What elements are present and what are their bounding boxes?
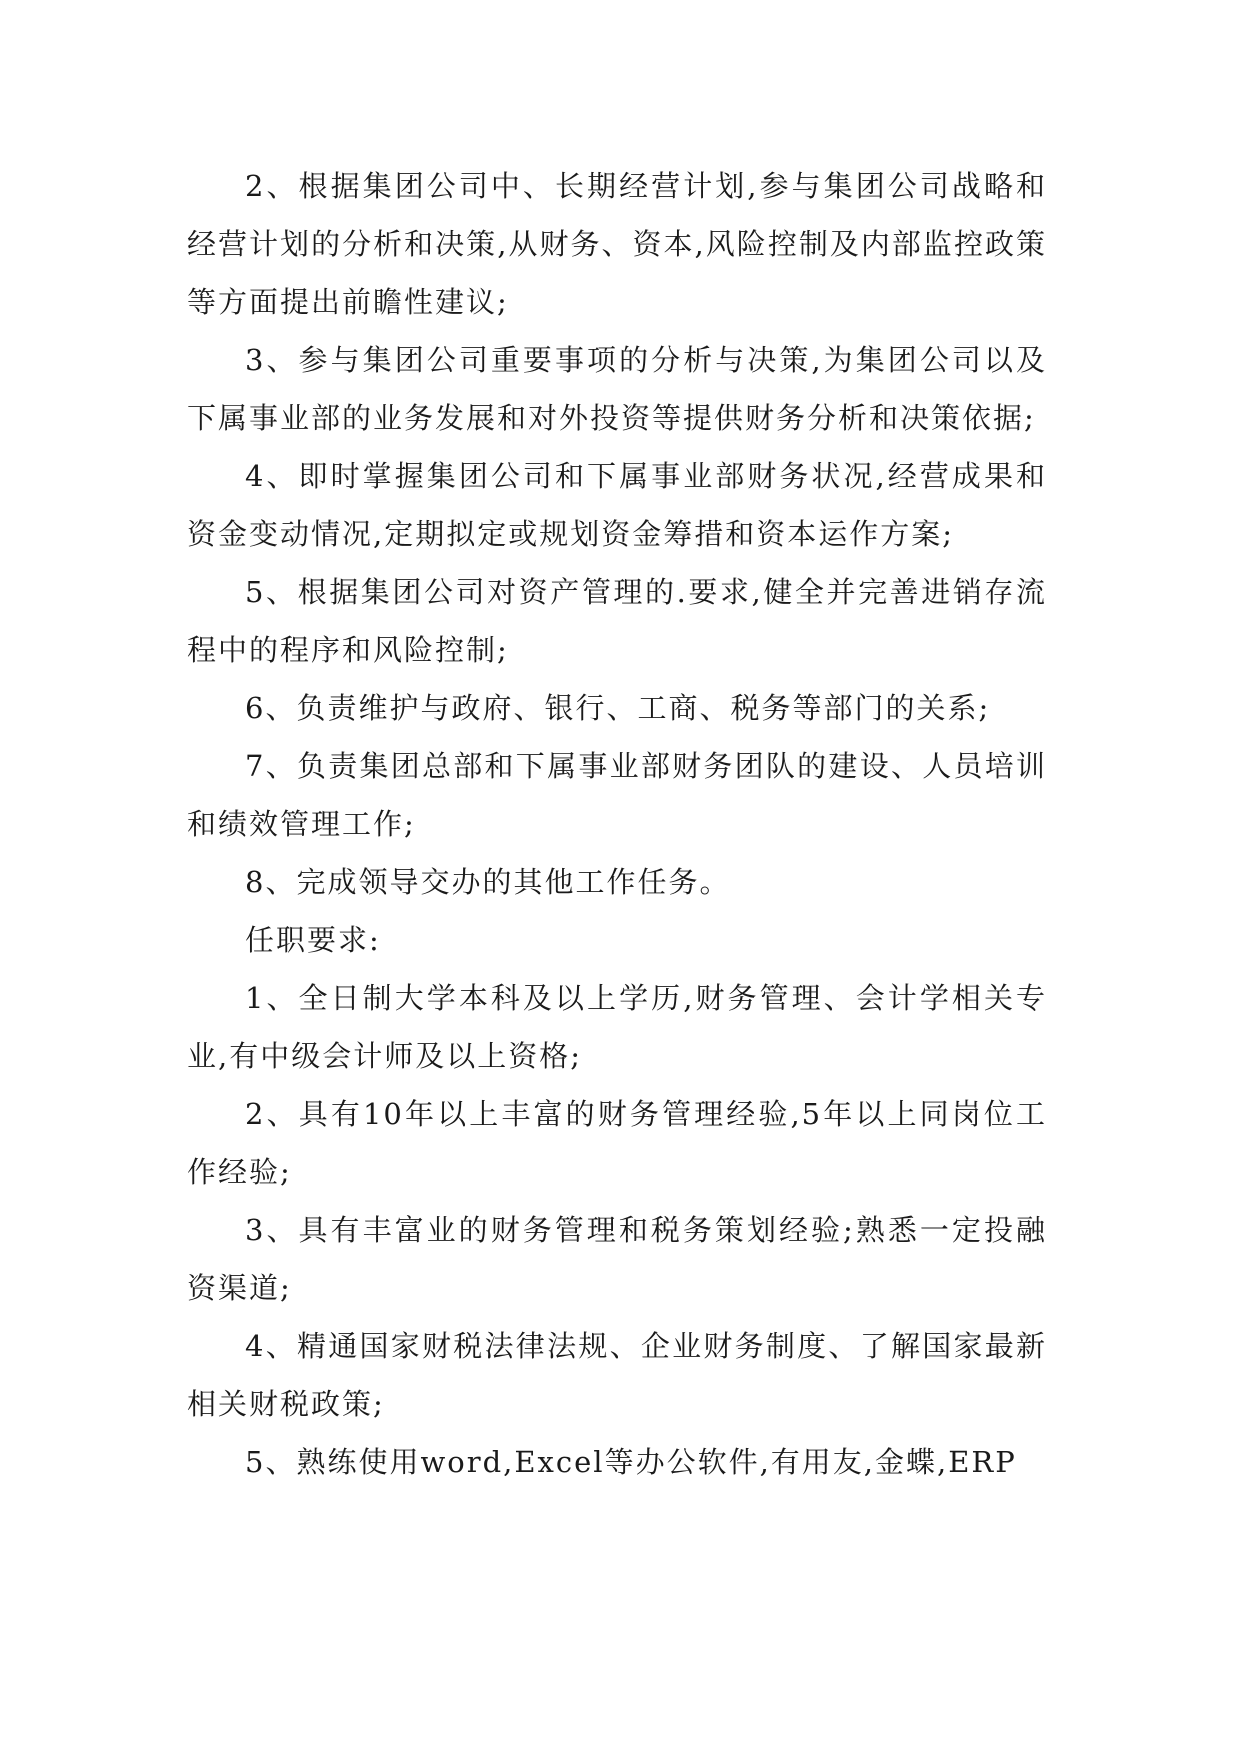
paragraph-duty-7: 7、负责集团总部和下属事业部财务团队的建设、人员培训和绩效管理工作; (187, 749, 1047, 841)
paragraph-duty-5: 5、根据集团公司对资产管理的.要求,健全并完善进销存流程中的程序和风险控制; (187, 575, 1047, 667)
paragraph-duty-2: 2、根据集团公司中、长期经营计划,参与集团公司战略和经营计划的分析和决策,从财务、资本,风险控制及内部监控政策等方面提出前瞻性建议; (187, 169, 1047, 319)
paragraph-duty-8: 8、完成领导交办的其他工作任务。 (245, 865, 731, 899)
paragraph-duty-3: 3、参与集团公司重要事项的分析与决策,为集团公司以及下属事业部的业务发展和对外投资等提供财务分析和决策依据; (187, 343, 1047, 435)
paragraph-duty-6: 6、负责维护与政府、银行、工商、税务等部门的关系; (245, 691, 991, 725)
paragraph-requirement-3: 3、具有丰富业的财务管理和税务策划经验;熟悉一定投融资渠道; (187, 1213, 1047, 1305)
section-heading-requirements: 任职要求: (245, 923, 381, 957)
paragraph-requirement-1: 1、全日制大学本科及以上学历,财务管理、会计学相关专业,有中级会计师及以上资格; (187, 981, 1047, 1073)
paragraph-requirement-2: 2、具有10年以上丰富的财务管理经验,5年以上同岗位工作经验; (187, 1097, 1047, 1189)
paragraph-requirement-4: 4、精通国家财税法律法规、企业财务制度、了解国家最新相关财税政策; (187, 1329, 1047, 1421)
paragraph-duty-4: 4、即时掌握集团公司和下属事业部财务状况,经营成果和资金变动情况,定期拟定或规划资金筹措和资本运作方案; (187, 459, 1047, 551)
paragraph-requirement-5: 5、熟练使用word,Excel等办公软件,有用友,金蝶,ERP (245, 1445, 1017, 1479)
document-body (187, 157, 1047, 1491)
